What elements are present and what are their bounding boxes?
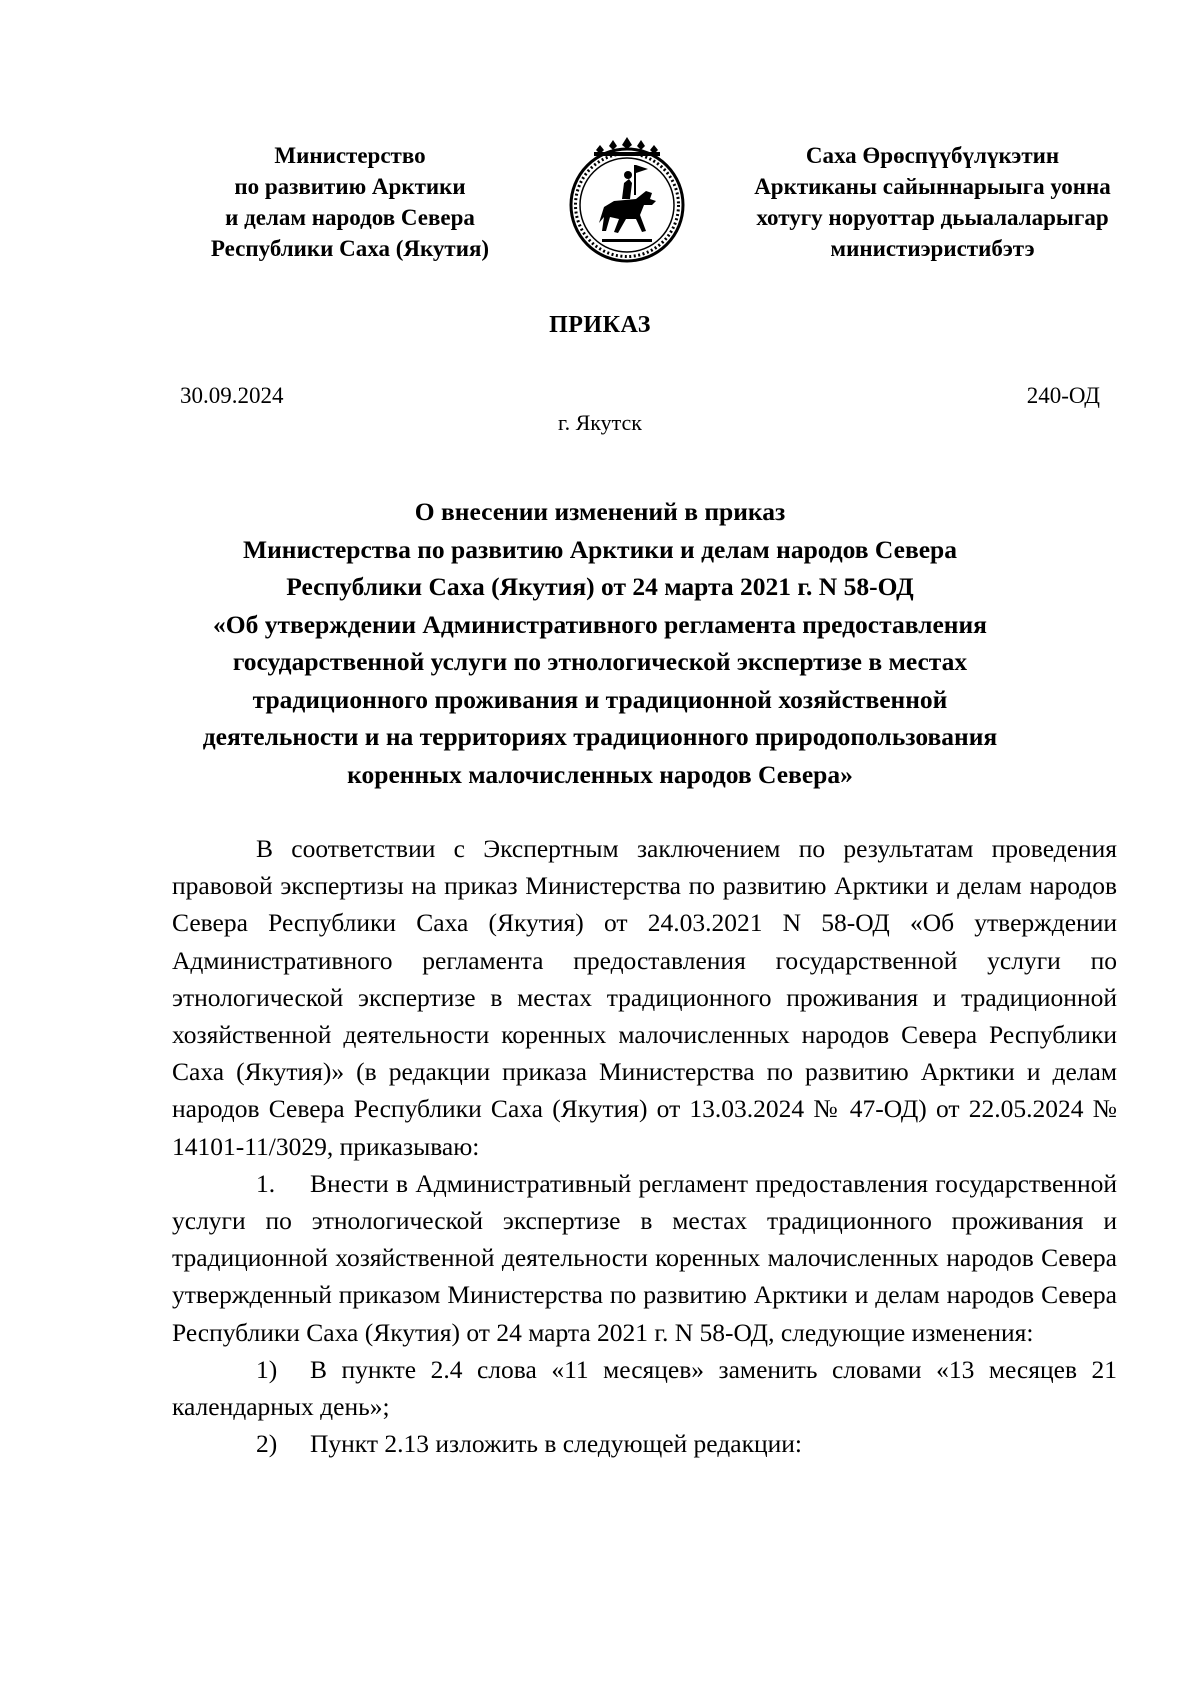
document-type-heading: ПРИКАЗ <box>549 312 651 338</box>
document-title <box>150 493 1050 793</box>
ministry-name-line: министиэристибэтэ <box>830 236 1035 261</box>
document-city: г. Якутск <box>558 410 642 435</box>
ministry-name-line: Саха Өрөспүүбүлүкэтин <box>805 143 1060 168</box>
item-number: 1) <box>256 1354 278 1384</box>
ministry-name-line: по развитию Арктики <box>234 174 466 199</box>
title-line: традиционного проживания и традиционной хозяйственной <box>252 684 948 714</box>
title-line: Республики Саха (Якутия) от 24 марта 2021 г. N 58-ОД <box>286 572 914 601</box>
item-number: 2) <box>256 1429 278 1459</box>
document-date: 30.09.2024 <box>180 383 284 408</box>
title-line: О внесении изменений в приказ <box>414 497 786 526</box>
item-text: В пункте 2.4 слова «11 месяцев» заменить словами «13 месяцев 21 календарных день»; <box>172 1354 1117 1422</box>
title-line: деятельности и на территориях традиционного природопользования <box>202 722 998 751</box>
order-subitem-1 <box>172 1351 1117 1425</box>
ministry-name-line: и делам народов Севера <box>225 205 475 230</box>
preamble-paragraph: В соответствии с Экспертным заключением по результатам проведения правовой экспертизы на приказ Министерства по развитию Арктики и делам народов Севера Республики Саха (Якутия) от 24.03.2021 N 58-ОД «Об утверждении Административного регламента предоставления государственной услуги по этнологической экспертизе в местах традиционного проживания и традиционной хозяйственной деятельности коренных малочисленных народов Севера Республики Саха (Якутия)» (в редакции приказа Министерства по развитию Арктики и делам народов Севера Республики Саха (Якутия) от 13.03.2024 № 47-ОД) от 22.05.2024 № 14101-11/3029, приказываю: <box>172 834 1117 1161</box>
order-item-1 <box>172 1165 1117 1351</box>
item-text: Внести в Административный регламент предоставления государственной услуги по этнологической экспертизе в местах традиционного проживания и традиционной хозяйственной деятельности коренных малочисленных народов Севера утвержденный приказом Министерства по развитию Арктики и делам народов Севера Республики Саха (Якутия) от 24 марта 2021 г. N 58-ОД, следующие изменения: <box>172 1168 1117 1347</box>
title-line: коренных малочисленных народов Севера» <box>347 759 853 789</box>
ministry-name-line: Министерство <box>274 143 426 168</box>
ministry-name-line: Арктиканы сайыннарыыга уонна <box>754 174 1111 199</box>
item-text: Пункт 2.13 изложить в следующей редакции: <box>310 1429 802 1459</box>
sakha-republic-coat-of-arms-icon <box>566 135 688 265</box>
ministry-name-line: хотугу норуоттар дьыалаларыгар <box>756 205 1109 230</box>
document-body <box>172 830 1117 1462</box>
title-line: Министерства по развитию Арктики и делам народов Севера <box>243 534 957 564</box>
ministry-name-russian <box>180 140 520 264</box>
document-number: 240-ОД <box>1026 383 1100 408</box>
item-number: 1. <box>256 1168 276 1198</box>
ministry-name-line: Республики Саха (Якутия) <box>210 236 490 261</box>
order-subitem-2 <box>172 1425 1117 1462</box>
title-line: «Об утверждении Административного регламента предоставления <box>213 609 987 639</box>
title-line: государственной услуги по этнологической экспертизе в местах <box>232 647 968 676</box>
ministry-name-sakha <box>720 140 1145 264</box>
